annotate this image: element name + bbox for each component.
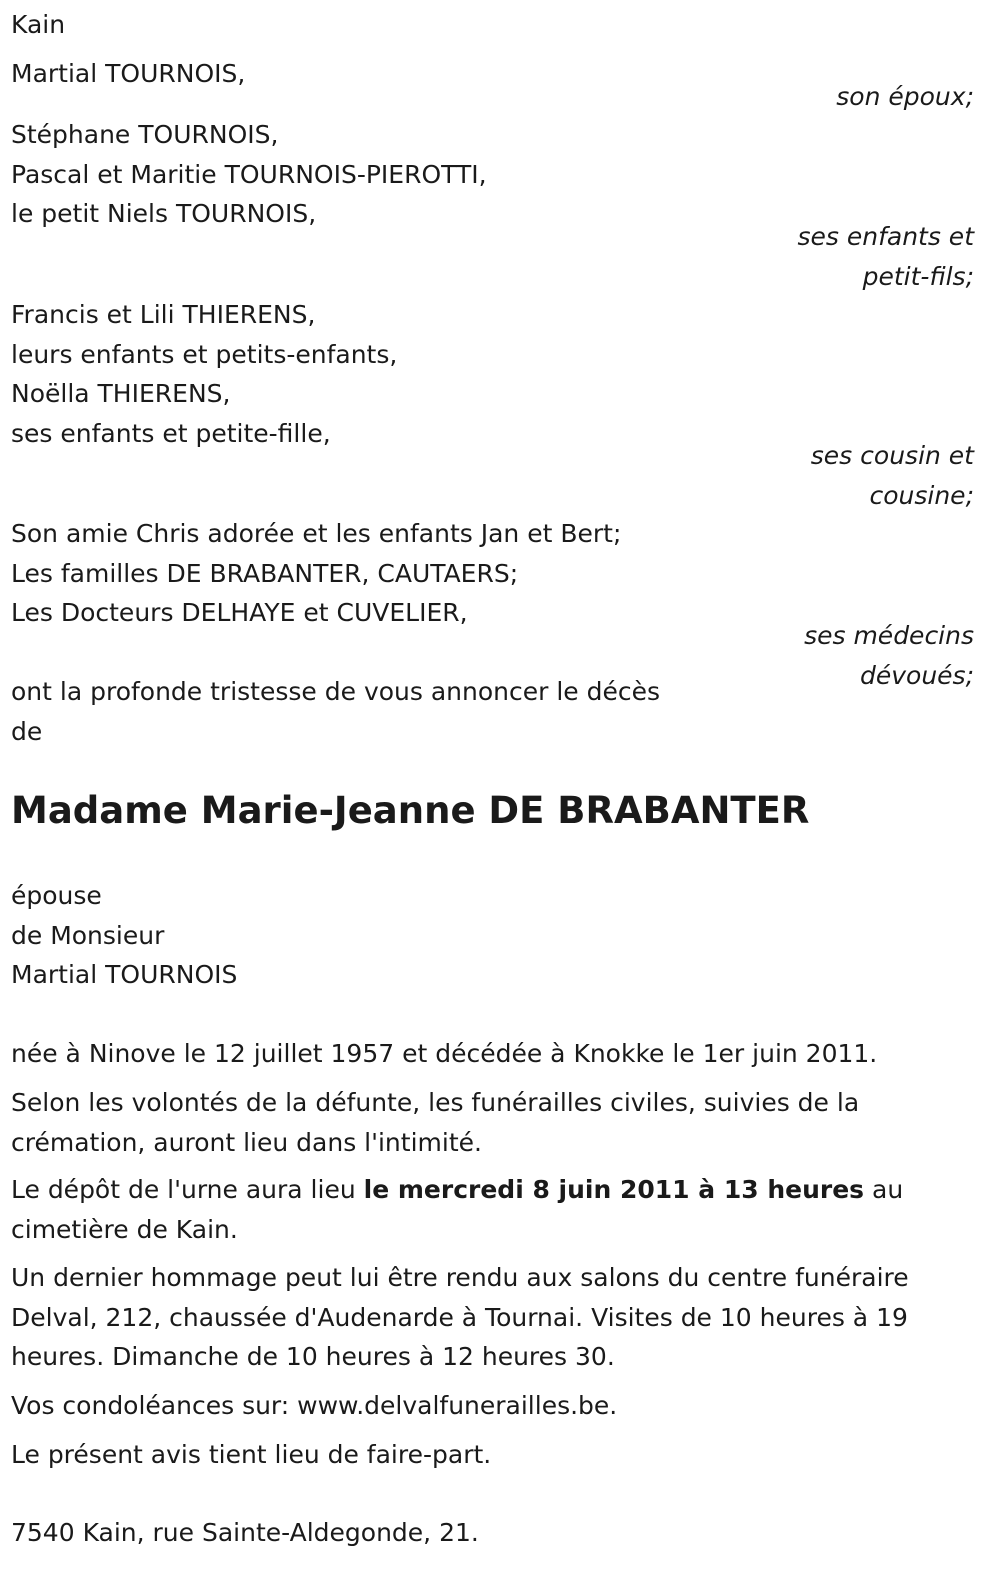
children-relation-line: ses enfants et [797, 222, 974, 251]
condolences-text: Vos condoléances sur: www.delvalfunerailles.be. [11, 1391, 618, 1420]
doctors-relation-line: dévoués; [859, 660, 974, 690]
children-line: Stéphane TOURNOIS, [11, 120, 279, 149]
announcement-line: ont la profonde tristesse de vous annoncer le décès [11, 677, 661, 706]
spouse-block [11, 54, 245, 94]
others-line: Les Docteurs DELHAYE et CUVELIER, [11, 598, 468, 627]
spouse-relation [836, 77, 974, 117]
children-line: Pascal et Maritie TOURNOIS-PIEROTTI, [11, 159, 487, 189]
cousins-relation-line: ses cousin et [810, 441, 974, 470]
cousins-relation-line: cousine; [869, 480, 974, 510]
address: 7540 Kain, rue Sainte-Aldegonde, 21. [11, 1518, 479, 1547]
cousins-line: ses enfants et petite-fille, [11, 418, 331, 448]
others-block [11, 514, 621, 633]
children-line: le petit Niels TOURNOIS, [11, 199, 317, 228]
children-relation [797, 217, 974, 296]
announcement-line: de [11, 716, 43, 746]
urn-text [11, 1170, 971, 1249]
doctors-relation-line: ses médecins [804, 621, 974, 650]
place-text: Kain [11, 10, 66, 39]
spouse-relation-text: son époux; [836, 82, 974, 111]
announcement [11, 672, 660, 751]
urn-text-before: Le dépôt de l'urne aura lieu [11, 1175, 364, 1204]
cousins-line: Noëlla THIERENS, [11, 379, 231, 408]
ceremony-text: Selon les volontés de la défunte, les funérailles civiles, suivies de la crémation, auront lieu dans l'intimité. [11, 1088, 860, 1157]
doctors-relation [804, 616, 974, 695]
spouse-of-line: Martial TOURNOIS [11, 960, 238, 989]
others-line: Son amie Chris adorée et les enfants Jan et Bert; [11, 519, 622, 548]
children-relation-line: petit-fils; [862, 261, 974, 291]
spouse-of-line: épouse [11, 881, 102, 910]
cousins-relation [811, 436, 974, 515]
urn-date: le mercredi 8 juin 2011 à 13 heures [363, 1175, 865, 1204]
urn-text-after: au cimetière de Kain. [11, 1175, 904, 1244]
visits-text: Un dernier hommage peut lui être rendu aux salons du centre funéraire Delval, 212, chaussée d'Audenarde à Tournai. Visites de 10 heures à 19 heures. Dimanche de 10 heures à 12 heures 30. [11, 1263, 909, 1371]
cousins-block [11, 295, 397, 453]
deceased-name: Madame Marie-Jeanne DE BRABANTER [11, 789, 810, 832]
spouse-name: Martial TOURNOIS, [11, 59, 246, 88]
spouse-of-block [11, 876, 237, 995]
spouse-of-line: de Monsieur [11, 920, 165, 950]
cousins-line: Francis et Lili THIERENS, [11, 300, 316, 329]
cousins-line: leurs enfants et petits-enfants, [11, 339, 398, 369]
children-block [11, 115, 487, 234]
birth-death-text: née à Ninove le 12 juillet 1957 et décédée à Knokke le 1er juin 2011. [11, 1039, 878, 1068]
place [11, 5, 65, 45]
notice-text: Le présent avis tient lieu de faire-part. [11, 1440, 492, 1469]
others-line: Les familles DE BRABANTER, CAUTAERS; [11, 558, 519, 588]
